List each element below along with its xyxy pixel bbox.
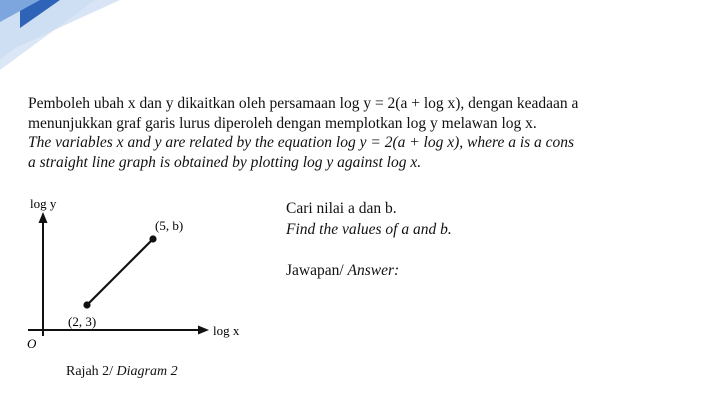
point-low-label: (2, 3) — [68, 314, 97, 329]
problem-line-4: a straight line graph is obtained by plotting log y against log x. — [28, 153, 422, 171]
x-axis-arrow — [198, 326, 209, 335]
point-high-label: (5, b) — [155, 218, 184, 233]
caption-italic: Diagram 2 — [116, 364, 178, 379]
point-low — [83, 301, 90, 308]
origin-label: O — [27, 336, 37, 351]
point-high — [149, 235, 156, 242]
y-axis-label: log y — [30, 196, 57, 211]
problem-line-3: The variables x and y are related by the equation log y = 2(a + log x), where a is a cons — [28, 134, 575, 151]
problem-statement — [28, 94, 710, 172]
question-english: Find the values of a and b. — [286, 221, 452, 238]
graph-diagram — [0, 190, 260, 360]
x-axis-label: log x — [213, 323, 240, 338]
corner-decoration — [0, 0, 130, 80]
question-block — [286, 198, 452, 240]
graph-line — [87, 239, 153, 305]
problem-line-1: Pemboleh ubah x dan y dikaitkan oleh persamaan log y = 2(a + log x), dengan keadaan a — [28, 95, 579, 112]
answer-label — [286, 262, 399, 280]
diagram-caption — [66, 364, 178, 380]
question-malay: Cari nilai a dan b. — [286, 200, 397, 217]
caption-main: Rajah 2/ — [66, 364, 117, 379]
problem-line-2: menunjukkan graf garis lurus diperoleh dengan memplotkan log y melawan log x. — [28, 114, 537, 132]
y-axis-arrow — [39, 212, 48, 223]
answer-main: Jawapan/ — [286, 262, 348, 279]
answer-italic: Answer: — [347, 262, 400, 279]
